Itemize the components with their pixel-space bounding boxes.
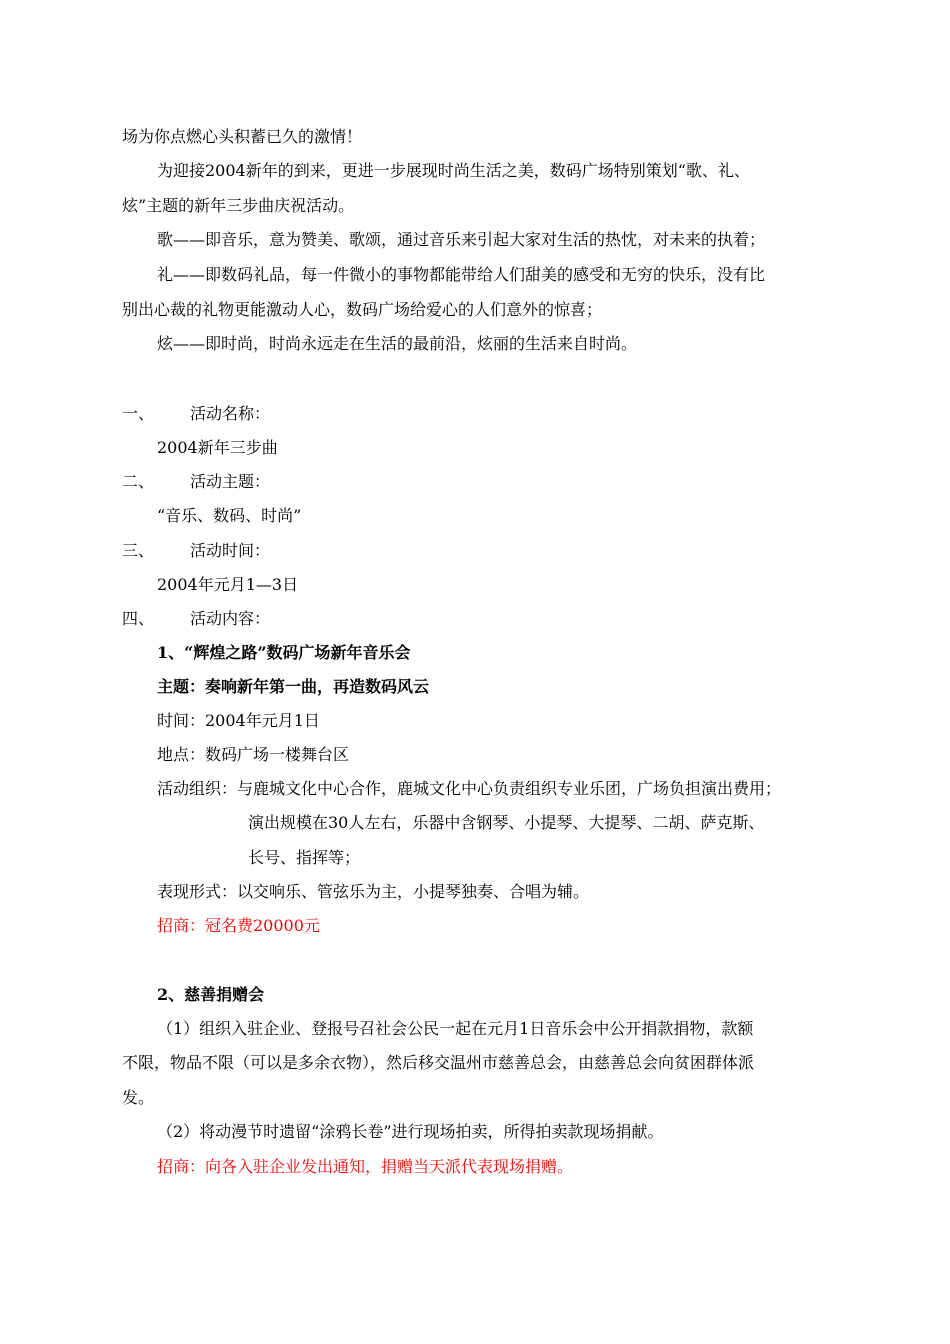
section-title-time: 活动时间： (190, 541, 271, 560)
event2-item1: （1）组织入驻企业、登报号召社会公民一起在元月1日音乐会中公开捐款捐物，款额 (157, 1019, 754, 1038)
intro-paragraph: 为迎接2004新年的到来，更进一步展现时尚生活之美，数码广场特别策划“歌、礼、 (157, 161, 750, 180)
section-number: 二、 (122, 472, 155, 491)
event2-heading: 2、慈善捐赠会 (157, 985, 265, 1004)
song-definition: 歌——即音乐，意为赞美、歌颂，通过音乐来引起大家对生活的热忱，对未来的执着； (157, 230, 766, 249)
event1-heading: 1、“辉煌之路”数码广场新年音乐会 (157, 643, 411, 662)
section-title-theme: 活动主题： (190, 472, 271, 491)
event2-item1-cont: 发。 (122, 1088, 155, 1107)
activity-time-value: 2004年元月1—3日 (157, 575, 299, 594)
section-title-content: 活动内容： (190, 609, 271, 628)
gift-definition: 礼——即数码礼品，每一件微小的事物都能带给人们甜美的感受和无穷的快乐，没有比 (157, 265, 766, 284)
intro-paragraph-cont: 炫”主题的新年三步曲庆祝活动。 (122, 196, 355, 215)
intro-line: 场为你点燃心头积蓄已久的激情！ (122, 127, 363, 146)
event2-sponsorship: 招商：向各入驻企业发出通知，捐赠当天派代表现场捐赠。 (157, 1157, 574, 1176)
activity-theme-value: “音乐、数码、时尚” (157, 506, 302, 525)
section-title-name: 活动名称： (190, 404, 271, 423)
event1-organization-cont: 长号、指挥等； (248, 848, 361, 867)
gift-definition-cont: 别出心裁的礼物更能激动人心，数码广场给爱心的人们意外的惊喜； (122, 300, 603, 319)
event1-sponsorship: 招商：冠名费20000元 (157, 916, 320, 935)
event1-theme: 主题：奏响新年第一曲，再造数码风云 (157, 677, 430, 696)
event1-organization: 活动组织：与鹿城文化中心合作，鹿城文化中心负责组织专业乐团，广场负担演出费用； (157, 779, 782, 798)
event1-organization-cont: 演出规模在30人左右，乐器中含钢琴、小提琴、大提琴、二胡、萨克斯、 (248, 813, 765, 832)
activity-name-value: 2004新年三步曲 (157, 438, 278, 457)
event1-time: 时间：2004年元月1日 (157, 711, 320, 730)
event2-item2: （2）将动漫节时遗留“涂鸦长卷”进行现场拍卖，所得拍卖款现场捐献。 (157, 1122, 664, 1141)
event1-form: 表现形式：以交响乐、管弦乐为主，小提琴独奏、合唱为辅。 (157, 882, 590, 901)
event1-place: 地点：数码广场一楼舞台区 (157, 745, 350, 764)
fashion-definition: 炫——即时尚，时尚永远走在生活的最前沿，炫丽的生活来自时尚。 (157, 334, 638, 353)
section-number: 三、 (122, 541, 155, 560)
event2-item1-cont: 不限，物品不限（可以是多余衣物），然后移交温州市慈善总会，由慈善总会向贫困群体派 (122, 1053, 755, 1072)
section-number: 一、 (122, 404, 155, 423)
section-number: 四、 (122, 609, 155, 628)
